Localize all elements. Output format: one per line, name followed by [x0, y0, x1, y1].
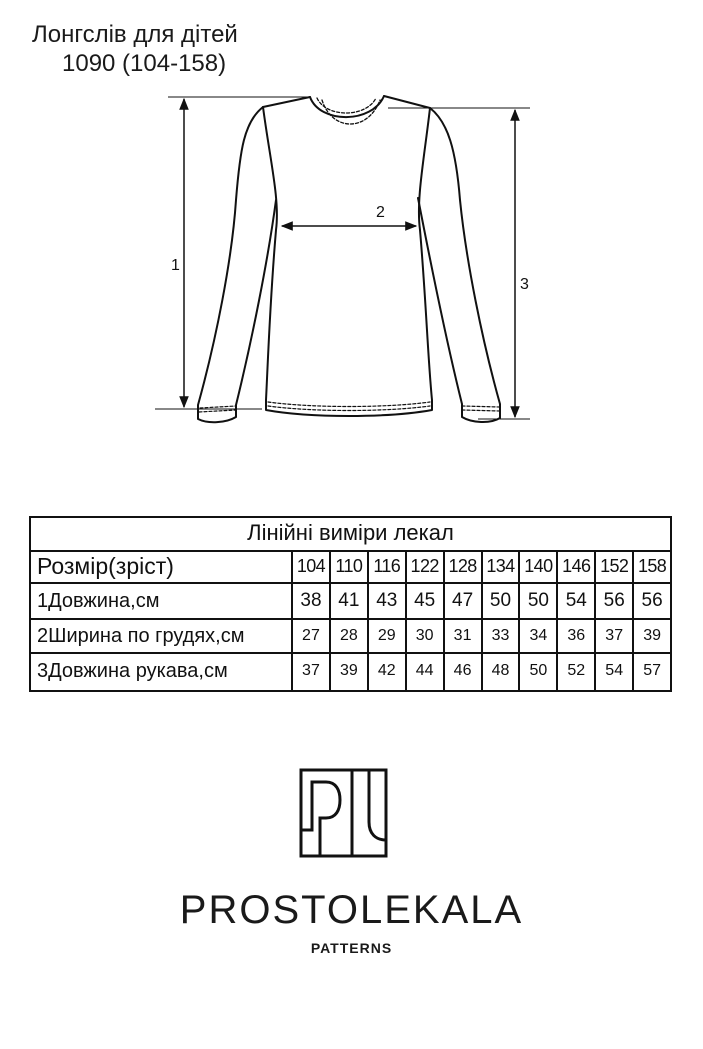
value-cell: 34	[520, 620, 558, 652]
size-cell: 134	[483, 550, 521, 582]
label-chest: 2	[376, 204, 385, 221]
value-cell: 29	[369, 620, 407, 652]
size-cell: 146	[558, 550, 596, 582]
size-cell: 140	[520, 550, 558, 582]
value-cell: 39	[331, 654, 369, 690]
label-length: 1	[171, 257, 180, 274]
value-cell: 50	[483, 584, 521, 618]
value-cell: 45	[407, 584, 445, 618]
table-caption: Лінійні виміри лекал	[31, 518, 670, 552]
size-cell: 104	[293, 550, 331, 582]
size-cell: 110	[331, 550, 369, 582]
header-label: Розмір(зріст)	[31, 550, 293, 582]
title-line2: 1090 (104-158)	[62, 50, 227, 77]
value-cell: 41	[331, 584, 369, 618]
value-cell: 47	[445, 584, 483, 618]
size-cell: 158	[637, 556, 667, 576]
value-cell: 54	[596, 654, 634, 690]
title-line1: Лонгслів для дітей	[32, 21, 238, 48]
value-cell: 54	[558, 584, 596, 618]
value-cell: 28	[331, 620, 369, 652]
row-label: 1Довжина,см	[31, 584, 293, 618]
value-cell: 50	[520, 654, 558, 690]
value-cell: 27	[293, 620, 331, 652]
value-cell: 44	[407, 654, 445, 690]
value-cell: 57	[643, 662, 661, 679]
brand-name: PROSTOLEKALA	[179, 888, 524, 932]
value-cell: 33	[483, 620, 521, 652]
value-cell: 52	[558, 654, 596, 690]
value-cell: 56	[596, 584, 634, 618]
value-cell: 31	[445, 620, 483, 652]
value-cell: 46	[445, 654, 483, 690]
value-cell: 56	[641, 590, 663, 611]
row-label: 2Ширина по грудях,см	[31, 620, 293, 652]
value-cell: 39	[643, 627, 661, 644]
value-cell: 30	[407, 620, 445, 652]
brand-tagline: PATTERNS	[310, 940, 393, 956]
size-cell: 122	[407, 550, 445, 582]
value-cell: 42	[369, 654, 407, 690]
value-cell: 37	[293, 654, 331, 690]
row-label: 3Довжина рукава,см	[31, 654, 293, 690]
size-cell: 116	[369, 550, 407, 582]
value-cell: 50	[520, 584, 558, 618]
value-cell: 43	[369, 584, 407, 618]
value-cell: 36	[558, 620, 596, 652]
size-cell: 152	[596, 550, 634, 582]
value-cell: 37	[596, 620, 634, 652]
size-cell: 128	[445, 550, 483, 582]
value-cell: 38	[293, 584, 331, 618]
value-cell: 48	[483, 654, 521, 690]
label-sleeve: 3	[520, 276, 529, 293]
